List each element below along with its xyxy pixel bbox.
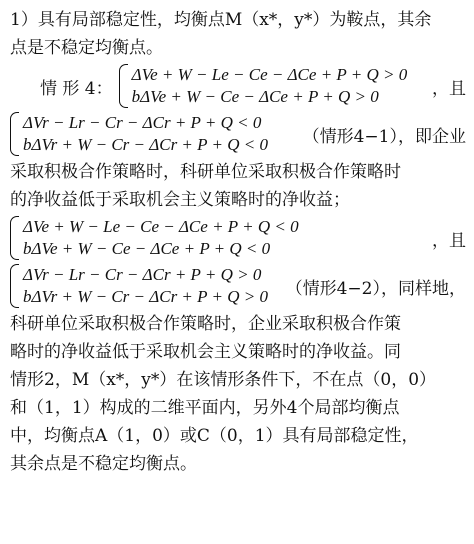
case4-2-condition-row <box>10 216 466 260</box>
left-brace <box>10 216 19 260</box>
system-1-equation-1: ΔVe + W − Le − Ce − ΔCe + P + Q > 0 <box>131 65 408 84</box>
left-brace <box>119 64 128 108</box>
system-4-equation-2: bΔVr + W − Cr − ΔCr + P + Q > 0 <box>23 287 268 306</box>
paragraph-2-line-4: 和（1，1）构成的二维平面内，另外4个局部均衡点 <box>10 398 400 418</box>
system-2-equation-1: ΔVr − Lr − Cr − ΔCr + P + Q < 0 <box>23 113 262 132</box>
case4-label: 情 形 4： <box>40 78 113 99</box>
left-brace <box>10 264 19 308</box>
text-line-2: 点是不稳定均衡点。 <box>10 38 163 58</box>
paragraph-2-line-5: 中，均衡点A（1，0）或C（0，1）具有局部稳定性， <box>10 426 419 446</box>
paragraph-2-line-3: 情形2，M（x*，y*）在该情形条件下，不在点（0，0） <box>10 370 437 390</box>
case4-1-tag: （情形4−1），即企业 <box>302 126 466 147</box>
case4-2-tag: （情形4−2），同样地， <box>285 278 466 299</box>
system-1-equation-2: bΔVe + W − Ce − ΔCe + P + Q > 0 <box>131 87 379 106</box>
equation-system-4 <box>10 264 268 308</box>
paragraph-2-line-2: 略时的净收益低于采取机会主义策略时的净收益。同 <box>10 342 401 362</box>
case4-1-row <box>10 112 466 156</box>
paragraph-1-line-1: 采取积极合作策略时，科研单位采取积极合作策略时 <box>10 162 401 182</box>
case4-row <box>10 64 466 108</box>
paragraph-2-line-1: 科研单位采取积极合作策略时，企业采取积极合作策 <box>10 314 401 334</box>
system-3-equation-2: bΔVe + W − Ce − ΔCe + P + Q < 0 <box>23 239 271 258</box>
system-2-equation-2: bΔVr + W − Cr − ΔCr + P + Q < 0 <box>23 135 268 154</box>
equation-system-3 <box>10 216 299 260</box>
conjunction-and-1: ，且 <box>432 78 466 99</box>
paragraph-1-line-2: 的净收益低于采取机会主义策略时的净收益； <box>10 190 350 210</box>
case4-2-row <box>10 264 466 308</box>
system-4-equation-1: ΔVr − Lr − Cr − ΔCr + P + Q > 0 <box>23 265 262 284</box>
conjunction-and-2: ，且 <box>432 230 466 251</box>
system-3-equation-1: ΔVe + W − Le − Ce − ΔCe + P + Q < 0 <box>23 217 299 236</box>
equation-system-1 <box>119 64 408 108</box>
paragraph-2-line-6: 其余点是不稳定均衡点。 <box>10 454 197 474</box>
equation-system-2 <box>10 112 268 156</box>
text-line-1: 1）具有局部稳定性，均衡点M（x*，y*）为鞍点，其余 <box>10 10 432 30</box>
left-brace <box>10 112 19 156</box>
